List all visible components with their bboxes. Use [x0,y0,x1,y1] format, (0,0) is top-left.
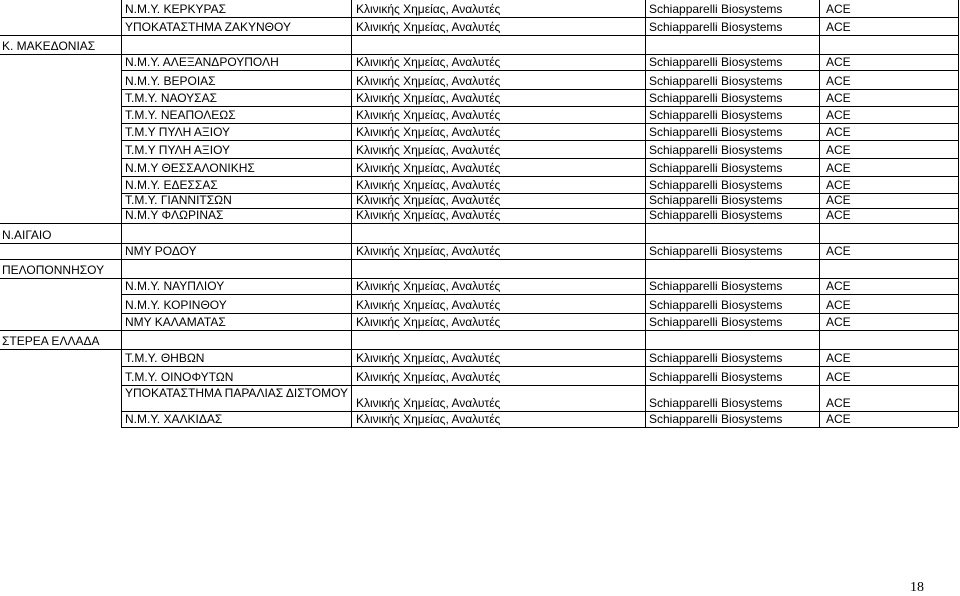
cell-region: Ν.ΑΙΓΑΙΟ [2,228,52,242]
row-divider [121,176,958,177]
cell-region: Κ. ΜΑΚΕΔΟΝΙΑΣ [2,39,96,53]
cell-hospital: Τ.Μ.Υ ΠΥΛΗ ΑΞΙΟΥ [125,143,231,157]
cell-category: Κλινικής Χημείας, Αναλυτές [356,108,501,122]
cell-category: Κλινικής Χημείας, Αναλυτές [356,161,501,175]
cell-vendor: ACE [826,244,851,258]
column-divider [819,0,820,427]
row-divider [121,89,958,90]
cell-vendor: ACE [826,208,851,222]
cell-category: Κλινικής Χημείας, Αναλυτές [356,351,501,365]
row-divider [121,427,958,428]
cell-hospital: ΥΠΟΚΑΤΑΣΤΗΜΑ ΠΑΡΑΛΙΑΣ ΔΙΣΤΟΜΟΥ [125,386,349,400]
cell-maker: Schiapparelli Biosystems [649,143,783,157]
cell-category: Κλινικής Χημείας, Αναλυτές [356,315,501,329]
cell-maker: Schiapparelli Biosystems [649,244,783,258]
cell-category: Κλινικής Χημείας, Αναλυτές [356,91,501,105]
cell-category: Κλινικής Χημείας, Αναλυτές [356,244,501,258]
row-divider [121,123,958,124]
cell-hospital: ΝΜΥ ΚΑΛΑΜΑΤΑΣ [125,315,226,329]
cell-maker: Schiapparelli Biosystems [649,396,783,410]
cell-maker: Schiapparelli Biosystems [649,108,783,122]
cell-category: Κλινικής Χημείας, Αναλυτές [356,208,501,222]
cell-category: Κλινικής Χημείας, Αναλυτές [356,2,501,16]
cell-hospital: Τ.Μ.Υ. ΘΗΒΩΝ [125,351,205,365]
row-divider [0,35,958,36]
cell-vendor: ACE [826,412,851,426]
cell-maker: Schiapparelli Biosystems [649,193,783,207]
cell-hospital: ΥΠΟΚΑΤΑΣΤΗΜΑ ΖΑΚΥΝΘΟΥ [125,20,291,34]
cell-hospital: Τ.Μ.Υ. ΟΙΝΟΦΥΤΩΝ [125,370,234,384]
cell-vendor: ACE [826,351,851,365]
cell-maker: Schiapparelli Biosystems [649,125,783,139]
cell-hospital: Τ.Μ.Υ. ΓΙΑΝΝΙΤΣΩΝ [125,193,232,207]
cell-region: ΠΕΛΟΠΟΝΝΗΣΟΥ [2,263,105,277]
cell-hospital: Τ.Μ.Υ ΠΥΛΗ ΑΞΙΟΥ [125,125,231,139]
column-divider [121,0,122,427]
cell-vendor: ACE [826,279,851,293]
row-divider [0,259,958,260]
cell-category: Κλινικής Χημείας, Αναλυτές [356,396,501,410]
cell-maker: Schiapparelli Biosystems [649,161,783,175]
row-divider [121,366,958,367]
cell-maker: Schiapparelli Biosystems [649,20,783,34]
cell-maker: Schiapparelli Biosystems [649,298,783,312]
cell-maker: Schiapparelli Biosystems [649,74,783,88]
row-divider [0,330,958,331]
cell-vendor: ACE [826,143,851,157]
cell-maker: Schiapparelli Biosystems [649,55,783,69]
cell-vendor: ACE [826,74,851,88]
cell-category: Κλινικής Χημείας, Αναλυτές [356,279,501,293]
cell-maker: Schiapparelli Biosystems [649,315,783,329]
cell-hospital: Ν.Μ.Υ. ΒΕΡΟΙΑΣ [125,74,216,88]
cell-hospital: Τ.Μ.Υ. ΝΑΟΥΣΑΣ [125,91,218,105]
cell-category: Κλινικής Χημείας, Αναλυτές [356,143,501,157]
cell-hospital: Ν.Μ.Υ ΘΕΣΣΑΛΟΝΙΚΗΣ [125,161,255,175]
cell-category: Κλινικής Χημείας, Αναλυτές [356,125,501,139]
cell-category: Κλινικής Χημείας, Αναλυτές [356,74,501,88]
cell-vendor: ACE [826,161,851,175]
cell-maker: Schiapparelli Biosystems [649,370,783,384]
column-divider [958,0,959,427]
cell-category: Κλινικής Χημείας, Αναλυτές [356,193,501,207]
cell-vendor: ACE [826,125,851,139]
row-divider [0,349,958,350]
cell-maker: Schiapparelli Biosystems [649,208,783,222]
cell-maker: Schiapparelli Biosystems [649,178,783,192]
page-number: 18 [910,580,924,595]
cell-vendor: ACE [826,55,851,69]
cell-hospital: Ν.Μ.Υ. ΚΟΡΙΝΘΟΥ [125,298,227,312]
cell-hospital: ΝΜΥ ΡΟΔΟΥ [125,244,197,258]
cell-vendor: ACE [826,2,851,16]
cell-hospital: Τ.Μ.Υ. ΝΕΑΠΟΛΕΩΣ [125,108,236,122]
cell-vendor: ACE [826,193,851,207]
cell-vendor: ACE [826,298,851,312]
column-divider [351,0,352,427]
cell-vendor: ACE [826,178,851,192]
cell-maker: Schiapparelli Biosystems [649,91,783,105]
cell-vendor: ACE [826,20,851,34]
cell-hospital: Ν.Μ.Υ. ΑΛΕΞΑΝΔΡΟΥΠΟΛΗ [125,55,279,69]
cell-category: Κλινικής Χημείας, Αναλυτές [356,370,501,384]
cell-maker: Schiapparelli Biosystems [649,279,783,293]
cell-category: Κλινικής Χημείας, Αναλυτές [356,298,501,312]
cell-category: Κλινικής Χημείας, Αναλυτές [356,178,501,192]
row-divider [121,140,958,141]
cell-vendor: ACE [826,396,851,410]
cell-maker: Schiapparelli Biosystems [649,412,783,426]
row-divider [121,70,958,71]
row-divider [121,17,958,18]
cell-hospital: Ν.Μ.Υ ΦΛΩΡΙΝΑΣ [125,208,224,222]
cell-vendor: ACE [826,108,851,122]
cell-category: Κλινικής Χημείας, Αναλυτές [356,55,501,69]
row-divider [121,158,958,159]
cell-maker: Schiapparelli Biosystems [649,2,783,16]
cell-category: Κλινικής Χημείας, Αναλυτές [356,20,501,34]
row-divider [0,223,958,224]
cell-vendor: ACE [826,91,851,105]
row-divider [121,106,958,107]
cell-maker: Schiapparelli Biosystems [649,351,783,365]
cell-hospital: Ν.Μ.Υ. ΧΑΛΚΙΔΑΣ [125,412,223,426]
cell-hospital: Ν.Μ.Υ. ΕΔΕΣΣΑΣ [125,178,218,192]
cell-vendor: ACE [826,315,851,329]
cell-hospital: Ν.Μ.Υ. ΚΕΡΚΥΡΑΣ [125,2,227,16]
cell-vendor: ACE [826,370,851,384]
cell-category: Κλινικής Χημείας, Αναλυτές [356,412,501,426]
row-divider [121,294,958,295]
cell-hospital: Ν.Μ.Υ. ΝΑΥΠΛΙΟΥ [125,279,225,293]
row-divider [121,313,958,314]
cell-region: ΣΤΕΡΕΑ ΕΛΛΑΔΑ [2,334,100,348]
column-divider [645,0,646,427]
